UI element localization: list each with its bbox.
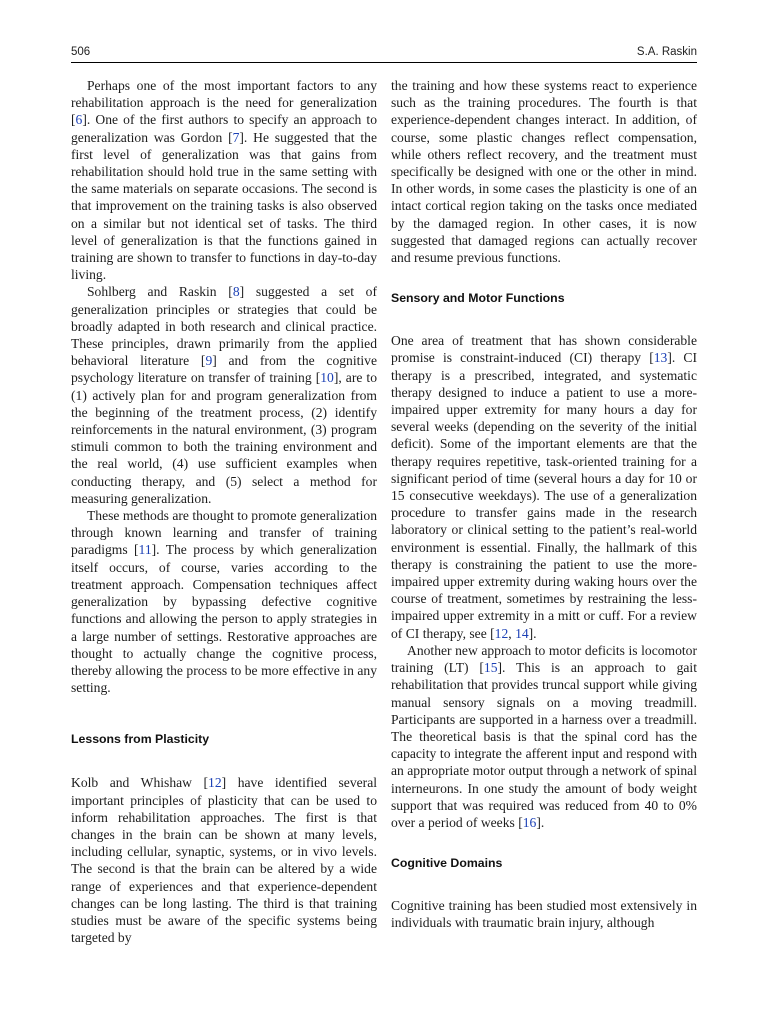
section-heading: Sensory and Motor Functions [391,291,565,306]
citation-link[interactable]: 11 [138,542,152,558]
left-column [71,77,377,946]
citation-link[interactable]: 13 [653,350,668,366]
citation-link[interactable]: 7 [232,129,240,145]
paragraph: the training and how these systems react to experience such as the training procedures. The fourth is that experience-dependent changes interact. In addition, of course, some plastic changes reflect compensation, while others reflect recovery, and the treatment must specifically be designed with one or the other in mind. In other words, in some cases the plasticity is one of an intact cortical region taking on the tasks once mediated by the damaged region. In other cases, it is now suggested that damaged regions can actually recover and resume previous functions. [391,78,697,266]
page-number: 506 [71,46,91,58]
citation-link[interactable]: 6 [75,112,83,128]
citation-link[interactable]: 15 [483,660,498,676]
paragraph: Cognitive training has been studied most extensively in individuals with traumatic brain injury, although [391,898,697,931]
paragraph: Another new approach to motor deficits is locomotor training (LT) [15]. This is an approach to gait rehabilitation that provides truncal support while giving manual sensory signals on a moving treadmill. Participants are supported in a harness over a treadmill. The theoretical basis is that the spinal cord has the capacity to integrate the afferent input and respond with an appropriate motor output through a network of spinal interneurons. In one study the amount of body weight support that was required was reduced from 40 to 0% over a period of weeks [16]. [391,642,697,830]
citation-link[interactable]: 16 [522,814,537,830]
paragraph: These methods are thought to promote generalization through known learning and transfer of training paradigms [11]. The process by which generalization itself occurs, of course, varies according to the treatment approach. Compensation techniques affect generalization by bypassing defective cognitive functions and allowing the person to apply strategies in a large number of settings. Restorative approaches are thought to actually change the cognitive process, thereby allowing the process to be more effective in any setting. [71,508,377,696]
citation-link[interactable]: 9 [205,353,213,369]
citation-link[interactable]: 12 [494,625,509,641]
paragraph: Sohlberg and Raskin [8] suggested a set of generalization principles or strategies that could be broadly adapted in both research and clinical practice. These principles, drawn primarily from the applied behavioral literature [9] and from the cognitive psychology literature on transfer of training [10], are to (1) actively plan for and program generalization from the beginning of the treatment process, (2) identify reinforcements in the natural environment, (3) program stimuli common to both the training environment and the real world, (4) use sufficient examples when conducting therapy, and (5) select a method for measuring generalization. [71,284,378,506]
section-heading: Lessons from Plasticity [71,732,210,747]
right-column [391,77,697,932]
section-heading: Cognitive Domains [391,856,503,871]
citation-link[interactable]: 14 [515,625,529,641]
paragraph: One area of treatment that has shown considerable promise is constraint-induced (CI) therapy [13]. CI therapy is a prescribed, integrated, and systematic therapy designed to induce a patient to use a more-impaired upper extremity for many hours a day for several weeks (depending on the severity of the initial deficit). Some of the important elements are that the therapy requires repetitive, task-oriented training for a significant period of time (several hours a day for 10 or 15 consecutive weekdays). The use of a generalization procedure to transfer gains made in the research laboratory or clinical setting to the patient’s real-world environment is essential. Finally, the hallmark of this therapy is constraining the patient to use the more-impaired upper extremity during waking hours over the course of treatment, sometimes by restraining the less-impaired upper extremity in a mitt or cuff. For a review of CI therapy, see [12, 14]. [391,333,698,641]
running-header [71,44,697,63]
citation-link[interactable]: 10 [320,370,334,386]
paragraph: Kolb and Whishaw [12] have identified several important principles of plasticity that can be used to inform rehabilitation approaches. The first is that changes in the brain can be shown at many levels, including cellular, synaptic, systems, or in vivo levels. The second is that the brain can be altered by a wide range of experiences and that experience-dependent changes can be long lasting. The third is that training studies must be aware of the specific systems being targeted by [71,775,378,946]
citation-link[interactable]: 8 [232,284,240,300]
paragraph: Perhaps one of the most important factors to any rehabilitation approach is the need for generalization [6]. One of the first authors to specify an approach to generalization was Gordon [7]. He suggested that the first level of generalization was that gains from rehabilitation should hold true in the same setting with the same materials on separate occasions. The second is that improvement on the training tasks is also observed on a similar but not identical set of tasks. The third level of generalization is that the functions gained in training are shown to transfer to functions in day-to-day living. [71,78,377,283]
citation-link[interactable]: 12 [208,775,222,791]
running-head-author: S.A. Raskin [636,46,697,58]
